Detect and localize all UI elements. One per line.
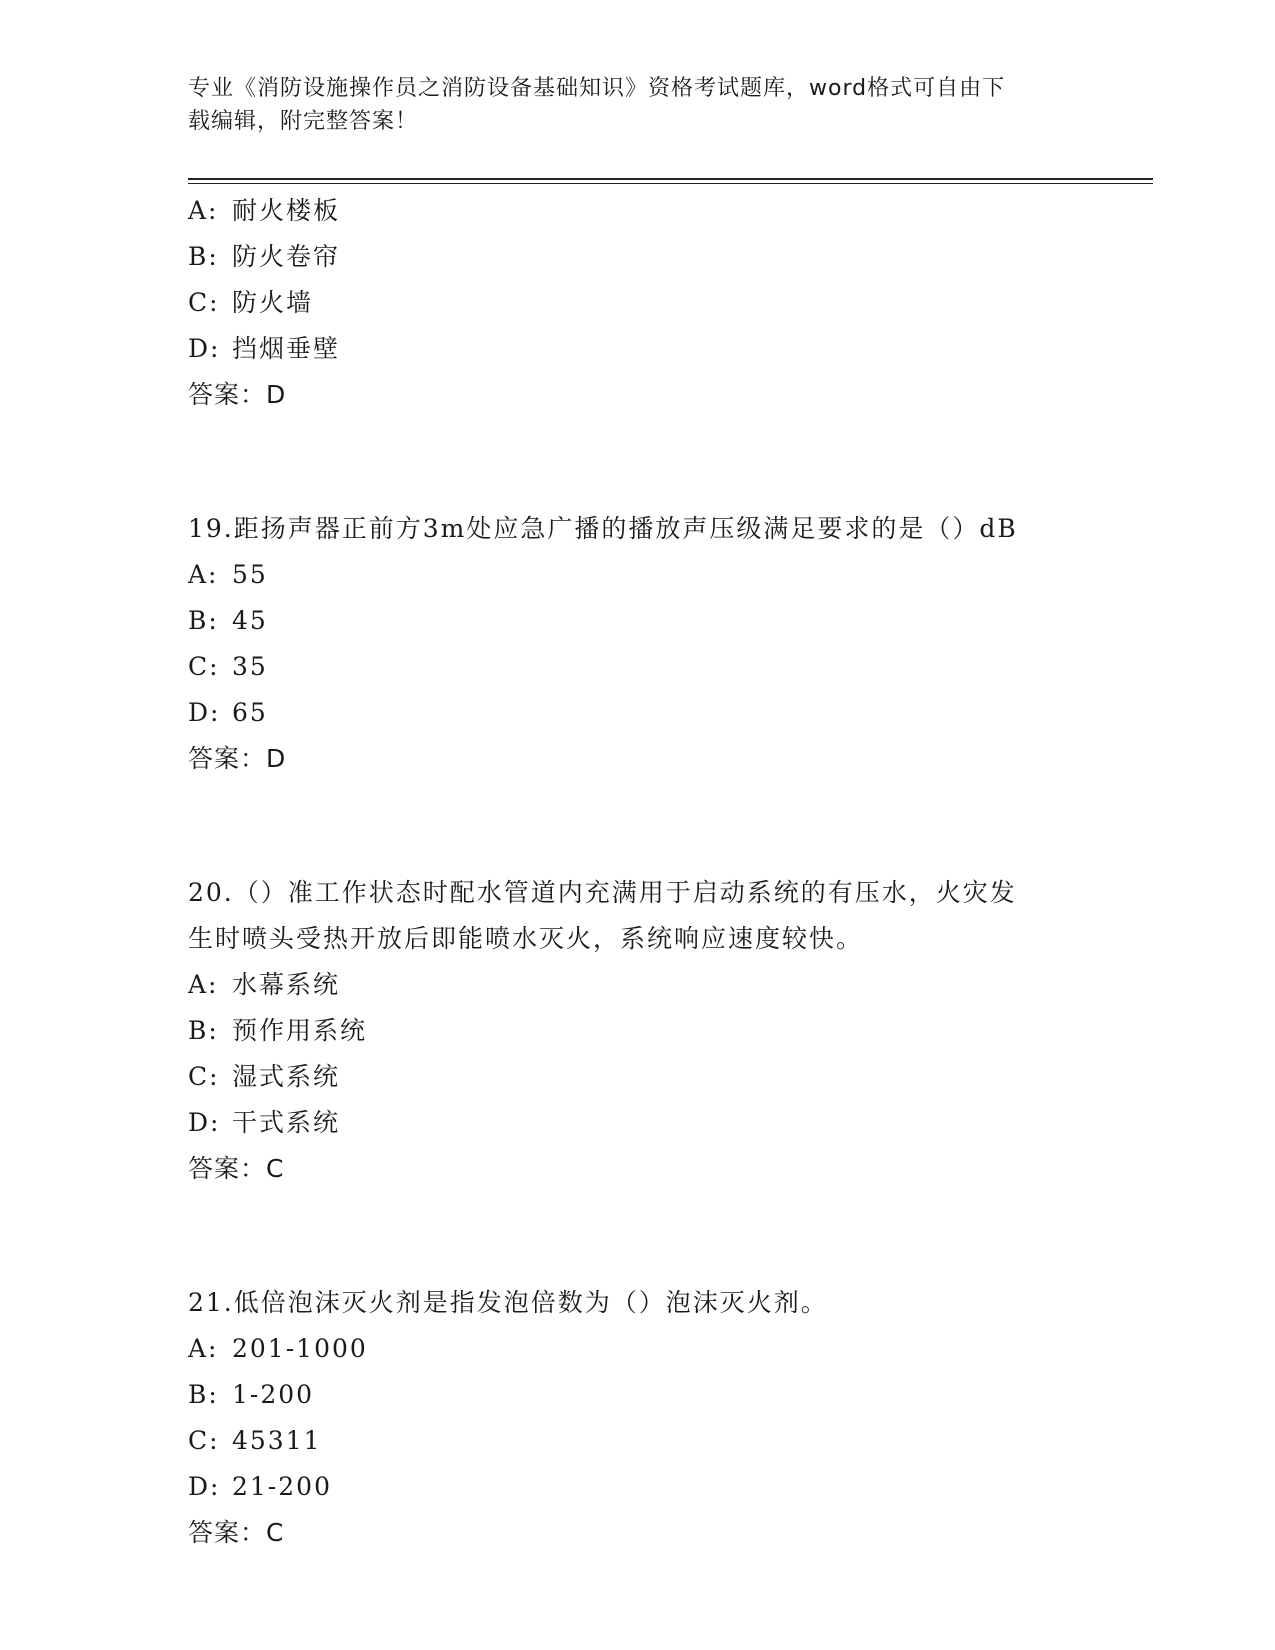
option-b: B: 预作用系统 bbox=[188, 1016, 368, 1045]
option-b: B: 防火卷帘 bbox=[188, 242, 341, 271]
option-a: A: 55 bbox=[188, 560, 268, 589]
header-line-2: 载编辑，附完整答案！ bbox=[188, 109, 419, 134]
option-c: C: 45311 bbox=[188, 1426, 322, 1455]
question-20 bbox=[188, 870, 1088, 1192]
option-a: A: 水幕系统 bbox=[188, 970, 341, 999]
answer-line: 答案：D bbox=[188, 380, 287, 409]
option-c: C: 35 bbox=[188, 652, 268, 681]
option-d: D: 65 bbox=[188, 698, 268, 727]
option-d: D: 挡烟垂壁 bbox=[188, 334, 341, 363]
option-d: D: 干式系统 bbox=[188, 1108, 341, 1137]
option-d: D: 21-200 bbox=[188, 1472, 332, 1501]
document-header bbox=[188, 72, 1088, 138]
answer-line: 答案：C bbox=[188, 1518, 285, 1547]
option-b: B: 45 bbox=[188, 606, 268, 635]
question-content bbox=[188, 188, 1088, 1556]
question-stem: 19.距扬声器正前方3m处应急广播的播放声压级满足要求的是（）dB bbox=[188, 514, 1018, 543]
question-stem-line-2: 生时喷头受热开放后即能喷水灭火，系统响应速度较快。 bbox=[188, 924, 864, 953]
option-c: C: 防火墙 bbox=[188, 288, 314, 317]
header-rule-thick bbox=[188, 178, 1153, 180]
option-a: A: 201-1000 bbox=[188, 1334, 368, 1363]
question-stem: 21.低倍泡沫灭火剂是指发泡倍数为（）泡沫灭火剂。 bbox=[188, 1288, 828, 1317]
answer-line: 答案：C bbox=[188, 1154, 285, 1183]
answer-line: 答案：D bbox=[188, 744, 287, 773]
question-21 bbox=[188, 1280, 1088, 1556]
option-a: A: 耐火楼板 bbox=[188, 196, 341, 225]
header-rule-thin bbox=[188, 183, 1153, 184]
question-19 bbox=[188, 506, 1088, 782]
header-line-1: 专业《消防设施操作员之消防设备基础知识》资格考试题库，word格式可自由下 bbox=[188, 76, 1006, 101]
option-b: B: 1-200 bbox=[188, 1380, 315, 1409]
option-c: C: 湿式系统 bbox=[188, 1062, 341, 1091]
question-stem-line-1: 20.（）准工作状态时配水管道内充满用于启动系统的有压水，火灾发 bbox=[188, 878, 1017, 907]
question-18 bbox=[188, 188, 1088, 418]
